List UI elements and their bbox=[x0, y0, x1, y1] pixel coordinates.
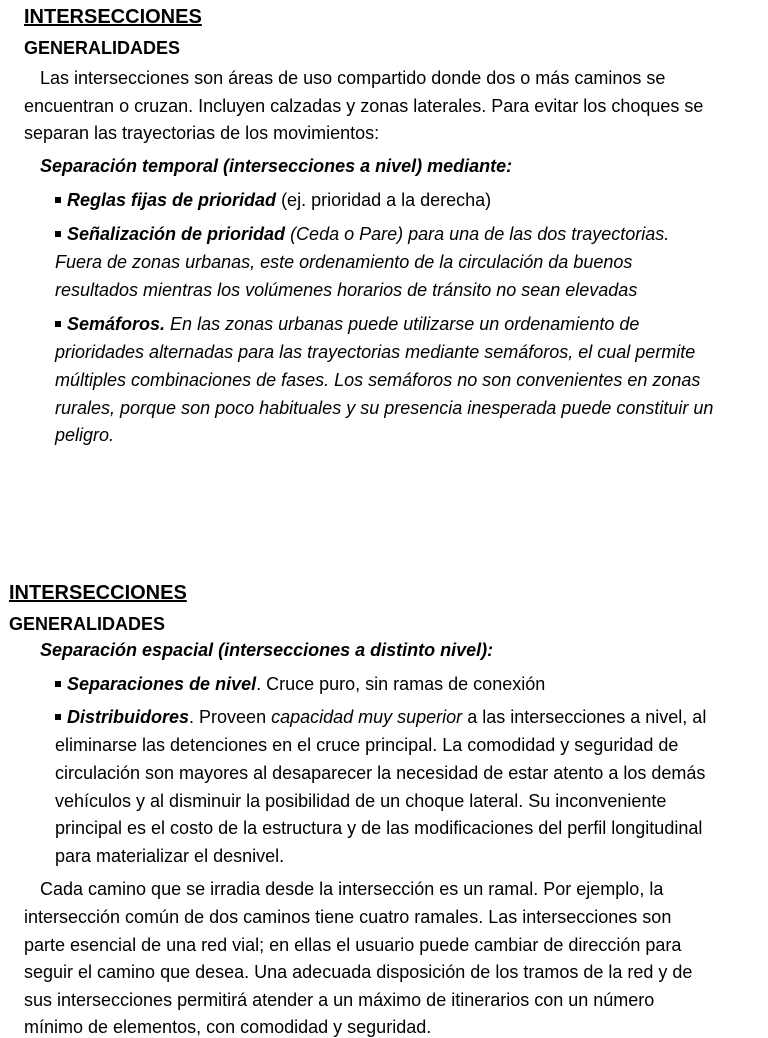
bullet-item bbox=[55, 313, 639, 335]
paragraph-line: seguir el camino que desea. Una adecuada disposición de los tramos de la red y de bbox=[24, 962, 693, 982]
bullet-continuation: principal es el costo de la estructura y de las modificaciones del perfil longitudinal bbox=[55, 818, 703, 838]
slide-title: INTERSECCIONES bbox=[24, 6, 202, 28]
section-heading: Separación espacial (intersecciones a distinto nivel): bbox=[40, 640, 494, 660]
paragraph-line: Cada camino que se irradia desde la intersección es un ramal. Por ejemplo, la bbox=[40, 879, 664, 899]
bullet-continuation: Fuera de zonas urbanas, este ordenamiento de la circulación da buenos bbox=[55, 252, 633, 272]
bullet-term: Separaciones de nivel bbox=[67, 674, 257, 694]
bullet-marker bbox=[55, 197, 61, 203]
bullet-item bbox=[55, 223, 669, 245]
paragraph-line: mínimo de elementos, con comodidad y seguridad. bbox=[24, 1017, 432, 1037]
bullet-text: . Proveen bbox=[189, 707, 272, 727]
slide-title: INTERSECCIONES bbox=[9, 582, 187, 604]
intro-line-2: encuentran o cruzan. Incluyen calzadas y zonas laterales. Para evitar los choques se bbox=[24, 96, 704, 116]
bullet-marker bbox=[55, 231, 61, 237]
bullet-term: Señalización de prioridad bbox=[67, 224, 286, 244]
intro-line-3: separan las trayectorias de los movimientos: bbox=[24, 123, 380, 143]
paragraph-line: sus intersecciones permitirá atender a un máximo de itinerarios con un número bbox=[24, 990, 655, 1010]
paragraph-line: parte esencial de una red vial; en ellas el usuario puede cambiar de dirección para bbox=[24, 935, 682, 955]
paragraph-line: intersección común de dos caminos tiene cuatro ramales. Las intersecciones son bbox=[24, 907, 672, 927]
bullet-continuation: resultados mientras los volúmenes horarios de tránsito no sean elevadas bbox=[55, 280, 638, 300]
bullet-continuation: eliminarse las detenciones en el cruce principal. La comodidad y seguridad de bbox=[55, 735, 679, 755]
bullet-continuation: peligro. bbox=[55, 425, 115, 445]
bullet-item bbox=[55, 706, 706, 728]
intro-line-1: Las intersecciones son áreas de uso compartido donde dos o más caminos se bbox=[40, 68, 666, 88]
bullet-text: a las intersecciones a nivel, al bbox=[462, 707, 707, 727]
bullet-item bbox=[55, 189, 491, 211]
bullet-text: . Cruce puro, sin ramas de conexión bbox=[256, 674, 546, 694]
bullet-term: Distribuidores bbox=[67, 707, 190, 727]
bullet-text: En las zonas urbanas puede utilizarse un ordenamiento de bbox=[165, 314, 640, 334]
bullet-emphasis: capacidad muy superior bbox=[271, 707, 463, 727]
bullet-text: (Ceda o Pare) para una de las dos trayectorias. bbox=[285, 224, 670, 244]
bullet-term: Semáforos. bbox=[67, 314, 166, 334]
bullet-marker bbox=[55, 681, 61, 687]
bullet-term: Reglas fijas de prioridad bbox=[67, 190, 277, 210]
bullet-continuation: prioridades alternadas para las trayectorias mediante semáforos, el cual permite bbox=[55, 342, 696, 362]
bullet-text: (ej. prioridad a la derecha) bbox=[276, 190, 492, 210]
slide-subtitle: GENERALIDADES bbox=[24, 38, 181, 58]
bullet-item bbox=[55, 673, 545, 695]
bullet-continuation: para materializar el desnivel. bbox=[55, 846, 285, 866]
bullet-continuation: rurales, porque son poco habituales y su presencia inesperada puede constituir un bbox=[55, 398, 714, 418]
slide-subtitle: GENERALIDADES bbox=[9, 614, 166, 634]
bullet-marker bbox=[55, 714, 61, 720]
bullet-continuation: circulación son mayores al desaparecer la necesidad de estar atento a los demás bbox=[55, 763, 706, 783]
section-heading: Separación temporal (intersecciones a nivel) mediante: bbox=[40, 156, 513, 176]
bullet-marker bbox=[55, 321, 61, 327]
bullet-continuation: múltiples combinaciones de fases. Los semáforos no son convenientes en zonas bbox=[55, 370, 701, 390]
bullet-continuation: vehículos y al disminuir la posibilidad de un choque lateral. Su inconveniente bbox=[55, 791, 667, 811]
